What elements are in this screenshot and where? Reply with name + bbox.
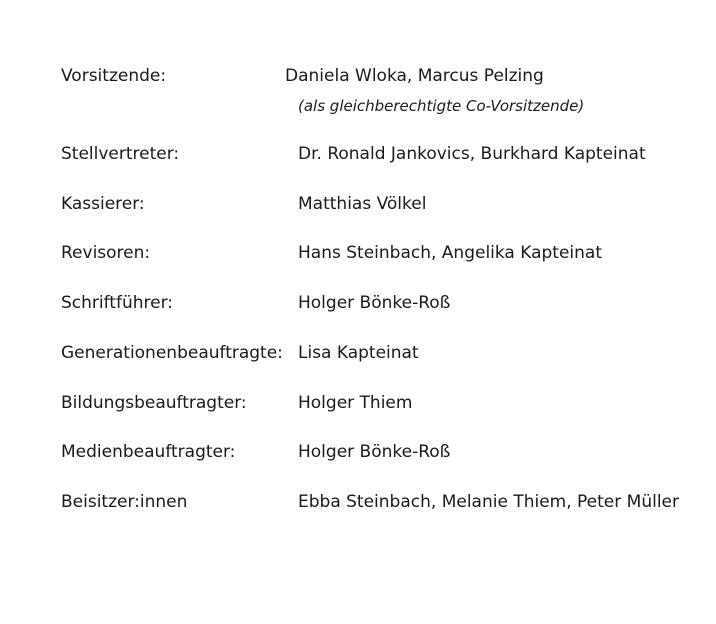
role-label: Beisitzer:innen	[61, 492, 188, 512]
role-holders: Daniela Wloka, Marcus Pelzing	[285, 66, 544, 86]
role-holders: Ebba Steinbach, Melanie Thiem, Peter Müller	[298, 492, 679, 512]
role-holders: Dr. Ronald Jankovics, Burkhard Kapteinat	[298, 144, 646, 164]
role-holders: Hans Steinbach, Angelika Kapteinat	[298, 243, 603, 263]
role-holders: Holger Bönke-Roß	[298, 293, 451, 313]
role-holders: Matthias Völkel	[298, 194, 427, 214]
role-label: Generationenbeauftragte:	[61, 343, 283, 363]
role-label: Kassierer:	[61, 194, 145, 214]
role-holders: Holger Bönke-Roß	[298, 442, 451, 462]
role-label: Revisoren:	[61, 243, 151, 263]
role-label: Bildungsbeauftragter:	[61, 393, 247, 413]
role-holders: Lisa Kapteinat	[298, 343, 419, 363]
role-label: Medienbeauftragter:	[61, 442, 236, 462]
chair-note: (als gleichberechtigte Co-Vorsitzende)	[298, 97, 585, 115]
role-label: Vorsitzende:	[61, 66, 167, 86]
role-label: Stellvertreter:	[61, 144, 180, 164]
role-label: Schriftführer:	[61, 293, 174, 313]
role-holders: Holger Thiem	[298, 393, 413, 413]
